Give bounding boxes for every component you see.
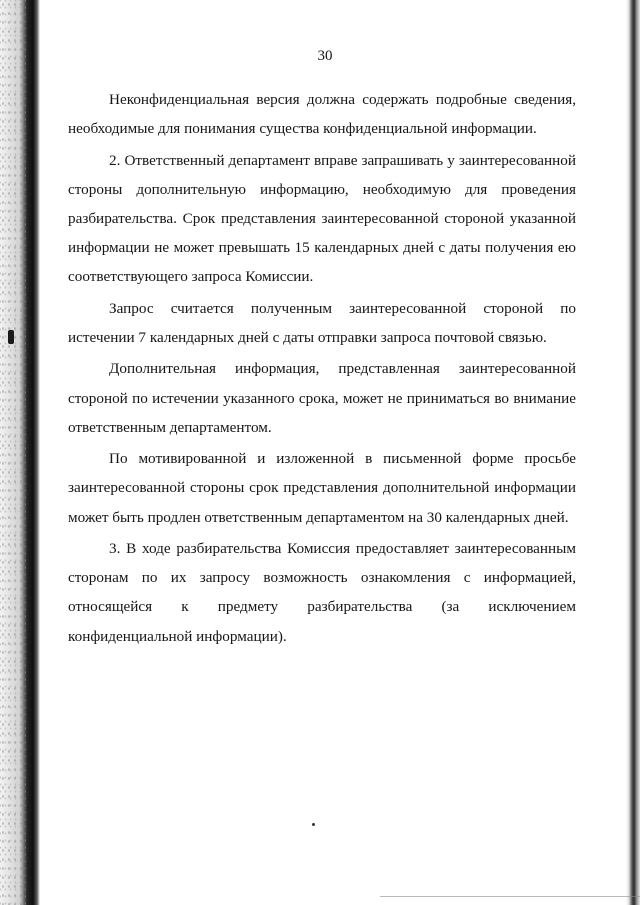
scan-speck: [8, 330, 14, 344]
page-number: 30: [317, 48, 333, 64]
scan-speck: [312, 823, 315, 826]
scan-edge-bottom: [380, 896, 640, 897]
paragraph-1: Неконфиденциальная версия должна содержать подробные сведения, необходимые для понимания существа конфиденциальной информации.: [68, 91, 576, 138]
document-body: [68, 85, 576, 653]
scan-edge-right: [626, 0, 640, 905]
paragraph-3: Запрос считается полученным заинтересованной стороной по истечении 7 календарных дней с даты отправки запроса почтовой связью.: [68, 299, 576, 346]
paragraph-6: 3. В ходе разбирательства Комиссия предоставляет заинтересованным сторонам по их запросу возможность ознакомления с информацией, относящейся к предмету разбирательства (за исключением конфиденциальной информации).: [68, 539, 576, 645]
paragraph-5: По мотивированной и изложенной в письменной форме просьбе заинтересованной стороны срок представления дополнительной информации может быть продлен ответственным департаментом на 30 календарных дней.: [68, 450, 576, 526]
paragraph-4: Дополнительная информация, представленная заинтересованной стороной по истечении указанного срока, может не приниматься во внимание ответственным департаментом.: [68, 360, 576, 436]
paragraph-2: 2. Ответственный департамент вправе запрашивать у заинтересованной стороны дополнительную информацию, необходимую для проведения разбирательства. Срок представления заинтересованной стороной указанной информации не может превышать 15 календарных дней с даты получения ею соответствующего запроса Комиссии.: [68, 151, 576, 286]
scan-edge-speckle: [0, 0, 26, 905]
